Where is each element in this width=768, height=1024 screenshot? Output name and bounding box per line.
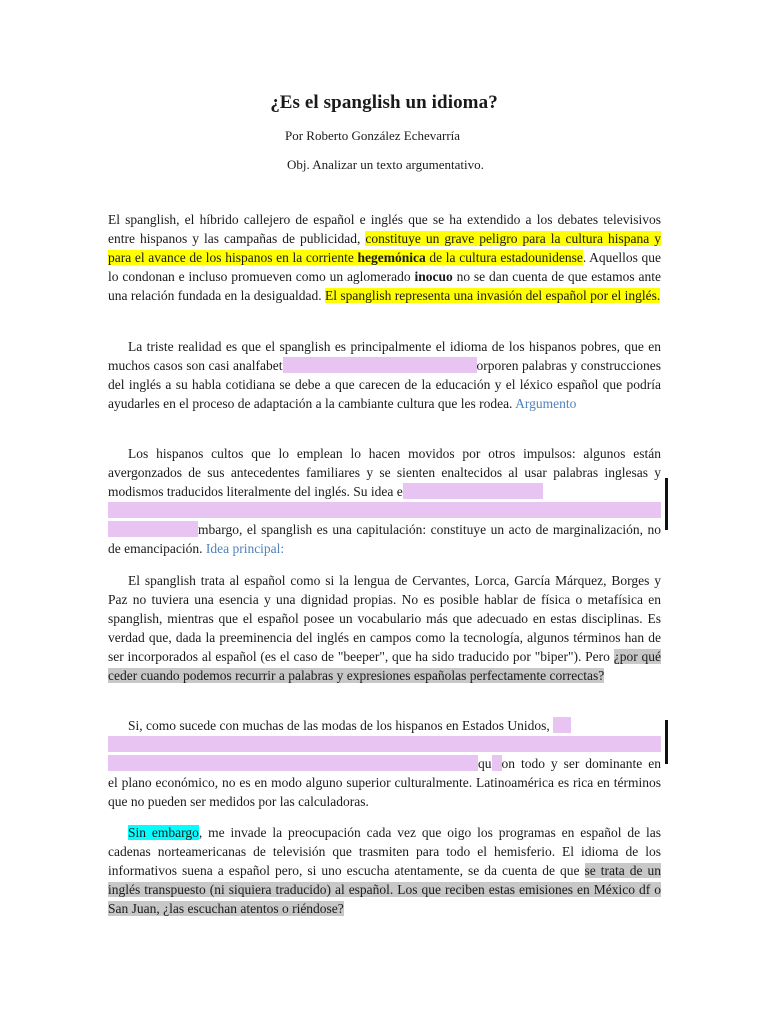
margin-note-argumento: Argumento — [515, 396, 577, 412]
redaction-mark — [108, 521, 198, 537]
redaction-mark — [403, 483, 543, 499]
highlight-question: ¿por qué ceder cuando podemos recurrir a palabras y expresiones españolas perfectamente correctas? — [108, 649, 662, 684]
paragraph-2: La triste realidad es que el spanglish es principalmente el idioma de los hispanos pobres, que en muchos casos son casi analfabet orporen palabras y construcciones del inglés a su habla cotidiana se debe a que carecen de la educación y el léxico español que podría ayudarles en el proceso de adaptación a la cambiante cultura que les rodea. Argumento — [108, 339, 661, 412]
highlight-claim: El spanglish representa una invasión del español por el inglés. — [325, 288, 661, 304]
redaction-mark — [108, 736, 661, 752]
author-line: Por Roberto González Echevarría — [285, 128, 461, 143]
paragraph-1: El spanglish, el híbrido callejero de español e inglés que se ha extendido a los debates televisivos entre hispanos y las campañas de publicidad, constituye un grave peligro para la cultura hispana y para el avance de los hispanos en la corriente hegemónica de la cultura estadounidense. Aquellos que lo condonan e incluso promueven como un aglomerado inocuo no se dan cuenta de que estamos ante una relación fundada en la desigualdad. El spanglish representa una invasión del español por el inglés. — [108, 212, 662, 304]
redaction-mark — [283, 357, 477, 373]
redaction-mark — [108, 502, 661, 518]
document-title: ¿Es el spanglish un idioma? — [270, 92, 498, 113]
paragraph-5: Si, como sucede con muchas de las modas de los hispanos en Estados Unidos, qu on todo y ser dominante en el plano económico, no es en modo alguno superior culturalmente. Latinoamérica es rica en términos que no pueden ser medidos por las calculadoras. — [108, 718, 661, 810]
paragraph-6: Sin embargo, me invade la preocupación cada vez que oigo los programas en español de las cadenas norteamericanas de televisión que trasmiten para todo el hemisferio. El idioma de los informativos suena a español pero, si uno escucha atentamente, se da cuenta de que se trata de un inglés transpuesto (ni siquiera traducido) al español. Los que reciben estas emisiones en México df o San Juan, ¿las escuchan atentos o riéndose? — [108, 825, 662, 917]
highlight-connector: Sin embargo — [128, 825, 199, 840]
highlight-thesis: constituye un grave peligro para la cultura hispana y para el avance de los hispanos en la corriente hegemónica de la cultura estadounidense — [108, 231, 661, 266]
objective-line: Obj. Analizar un texto argumentativo. — [287, 157, 484, 172]
paragraph-3: Los hispanos cultos que lo emplean lo hacen movidos por otros impulsos: algunos están avergonzados de sus antecedentes familiares y se sienten enaltecidos al usar palabras inglesas y modismos traducidos literalmente del inglés. Su idea e mbargo, el spanglish es una capitulación: constituye un acto de marginalización, no de emancipación. Idea principal: — [108, 446, 661, 557]
paragraph-4: El spanglish trata al español como si la lengua de Cervantes, Lorca, García Márquez, Borges y Paz no tuviera una esencia y una dignidad propias. No es posible hablar de física o metafísica en spanglish, mientras que el español posee un vocabulario más que adecuado en estas disciplinas. Es verdad que, dada la preeminencia del inglés en campos como la tecnología, algunos términos han de ser incorporados al español (es el caso de "beeper", que ha sido traducido por "biper"). Pero ¿por qué ceder cuando podemos recurrir a palabras y expresiones españolas perfectamente correctas? — [108, 573, 662, 684]
margin-note-idea-principal: Idea principal: — [205, 541, 285, 557]
highlight-conclusion: se trata de un inglés transpuesto (ni siquiera traducido) al español. Los que reciben estas emisiones en México df o San Juan, ¿las escuchan atentos o riéndose? — [108, 863, 662, 917]
redaction-mark — [492, 755, 502, 771]
text-cursor-bar — [665, 720, 668, 764]
text-cursor-bar — [665, 478, 668, 530]
redaction-mark — [553, 717, 571, 733]
redaction-mark — [108, 755, 478, 771]
